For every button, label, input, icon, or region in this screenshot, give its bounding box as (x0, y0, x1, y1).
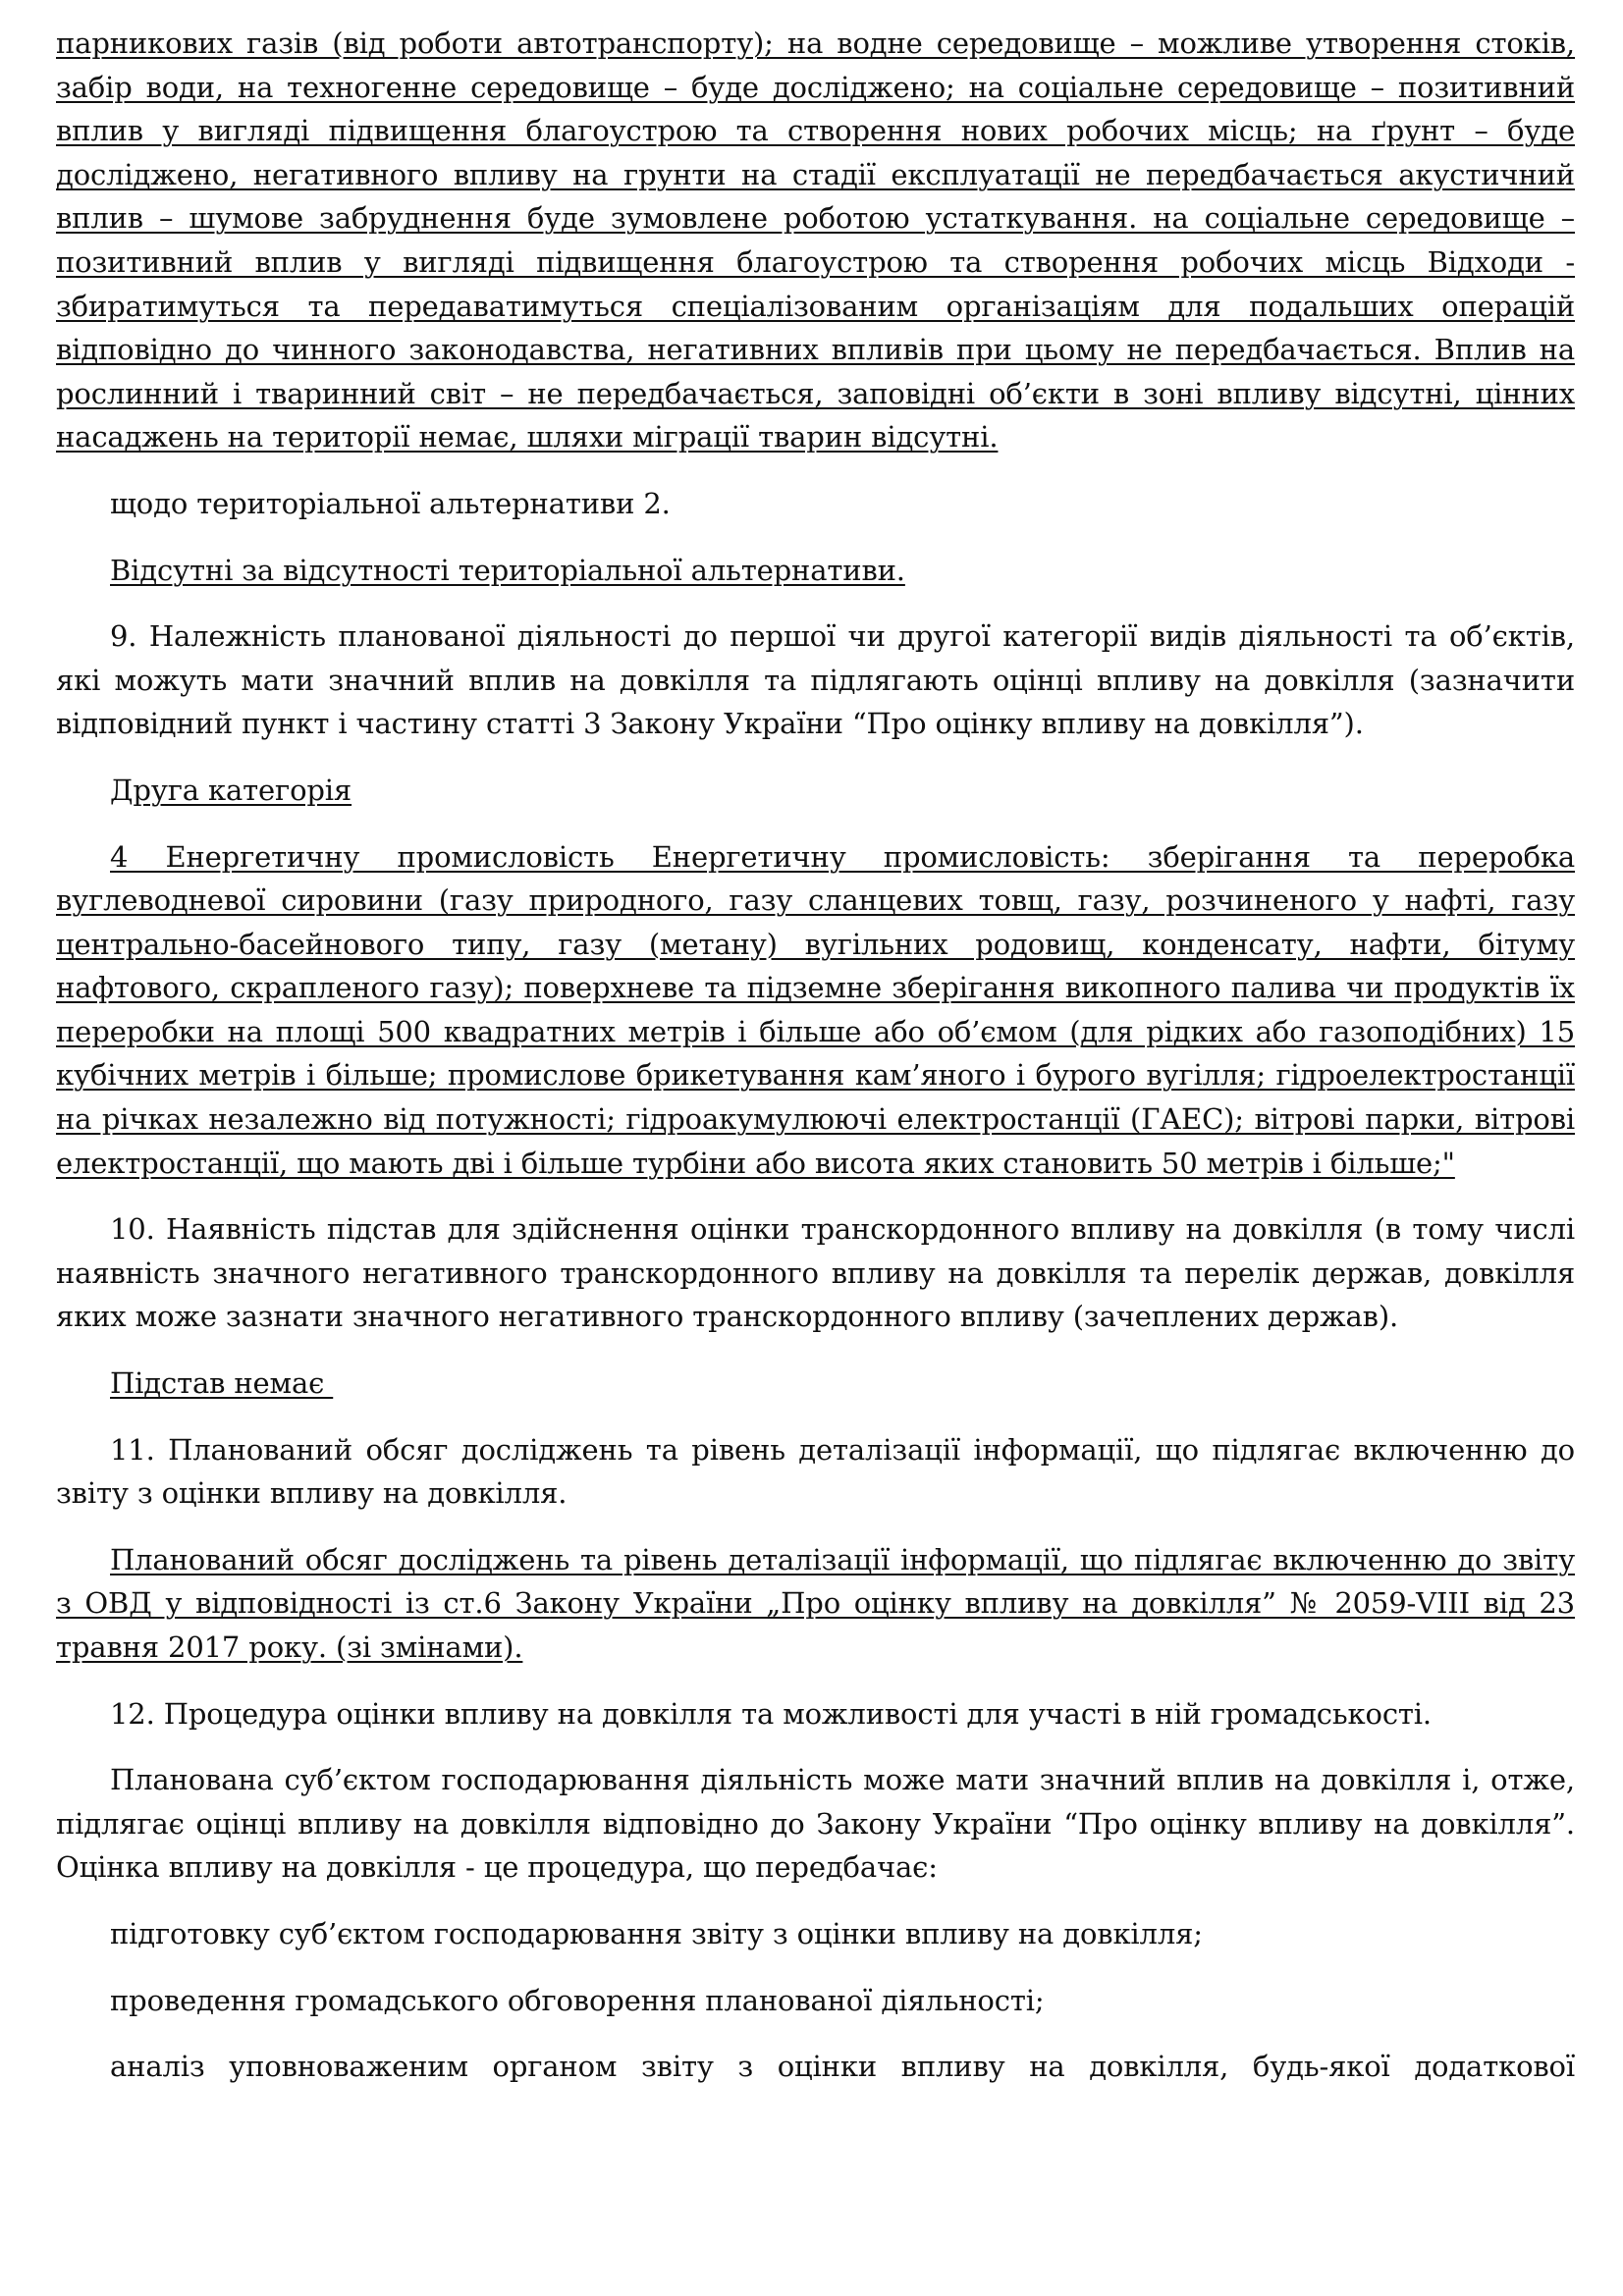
paragraph-section-9-heading: 9. Належність планованої діяльності до першої чи другої категорії видів діяльності та об’єктів, які можуть мати значний вплив на довкілля та підлягають оцінці впливу на довкілля (зазначити відповідний пункт і частину статті 3 Закону України “Про оцінку впливу на довкілля”). (56, 619, 1575, 741)
paragraph-no-territorial-alternative-text: Відсутні за відсутності територіальної альтернативи. (110, 553, 905, 587)
paragraph-second-category-text: Друга категорія (110, 773, 352, 807)
paragraph-section-11-heading: 11. Планований обсяг досліджень та рівень деталізації інформації, що підлягає включенню до звіту з оцінки впливу на довкілля. (56, 1432, 1575, 1511)
paragraph-no-grounds-text: Підстав немає (110, 1366, 334, 1401)
paragraph-second-category (56, 769, 1575, 813)
paragraph-list-item-analysis: аналіз уповноваженим органом звіту з оцінки впливу на довкілля, будь-якої додаткової (110, 2050, 1575, 2084)
paragraph-environmental-impacts-continued: парникових газів (від роботи автотранспорту); на водне середовище – можливе утворення стоків, забір води, на техногенне середовище – буде досліджено; на соціальне середовище – позитивний вплив у вигляді підвищення благоустрою та створення нових робочих місць; на ґрунт – буде досліджено, негативного впливу на грунти на стадії експлуатації не передбачається акустичний вплив – шумове забруднення буде зумовлене роботою устаткування. на соціальне середовище – позитивний вплив у вигляді підвищення благоустрою та створення робочих місць Відходи - збиратимуться та передаватимуться спеціалізованим організаціям для подальших операцій відповідно до чинного законодавства, негативних впливів при цьому не передбачається. Вплив на рослинний і тваринний світ – не передбачається, заповідні об’єкти в зоні впливу відсутні, цінних насаджень на території немає, шляхи міграції тварин відсутні. (56, 27, 1575, 454)
paragraph-list-item-report-preparation: підготовку суб’єктом господарювання звіту з оцінки впливу на довкілля; (110, 1916, 1203, 1950)
paragraph-procedure-intro: Планована суб’єктом господарювання діяльність може мати значний вплив на довкілля і, отже, підлягає оцінці впливу на довкілля відповідно до Закону України “Про оцінку впливу на довкілля”. Оцінка впливу на довкілля - це процедура, що передбачає: (56, 1763, 1575, 1885)
paragraph-no-grounds (56, 1362, 1575, 1406)
paragraph-section-12-heading: 12. Процедура оцінки впливу на довкілля та можливості для участі в ній громадськості. (110, 1696, 1433, 1731)
paragraph-no-territorial-alternative (56, 549, 1575, 593)
paragraph-list-item-public-discussion: проведення громадського обговорення планованої діяльності; (110, 1983, 1045, 2017)
paragraph-planned-scope: Планований обсяг досліджень та рівень деталізації інформації, що підлягає включенню до звіту з ОВД у відповідності із ст.6 Закону України „Про оцінку впливу на довкілля” № 2059-VIII від 23 травня 2017 року. (зі змінами). (56, 1542, 1575, 1664)
document-page (56, 22, 1575, 2089)
paragraph-energy-industry-clause: 4 Енергетичну промисловість Енергетичну промисловість: зберігання та переробка вуглеводневої сировини (газу природного, газу сланцевих товщ, газу, розчиненого у нафті, газу центрально-басейнового типу, газу (метану) вугільних родовищ, конденсату, нафти, бітуму нафтового, скрапленого газу); поверхневе та підземне зберігання викопного палива чи продуктів їх переробки на площі 500 квадратних метрів і більше або об’ємом (для рідких або газоподібних) 15 кубічних метрів і більше; промислове брикетування кам’яного і бурого вугілля; гідроелектростанції на річках незалежно від потужності; гідроакумулюючі електростанції (ГАЕС); вітрові парки, вітрові електростанції, що мають дві і більше турбіни або висота яких становить 50 метрів і більше;" (56, 839, 1575, 1180)
paragraph-section-10-heading: 10. Наявність підстав для здійснення оцінки транскордонного впливу на довкілля (в тому числі наявність значного негативного транскордонного впливу на довкілля та перелік держав, довкілля яких може зазнати значного негативного транскордонного впливу (зачеплених держав). (56, 1212, 1575, 1334)
paragraph-territorial-alternative-2: щодо територіальної альтернативи 2. (110, 486, 671, 520)
